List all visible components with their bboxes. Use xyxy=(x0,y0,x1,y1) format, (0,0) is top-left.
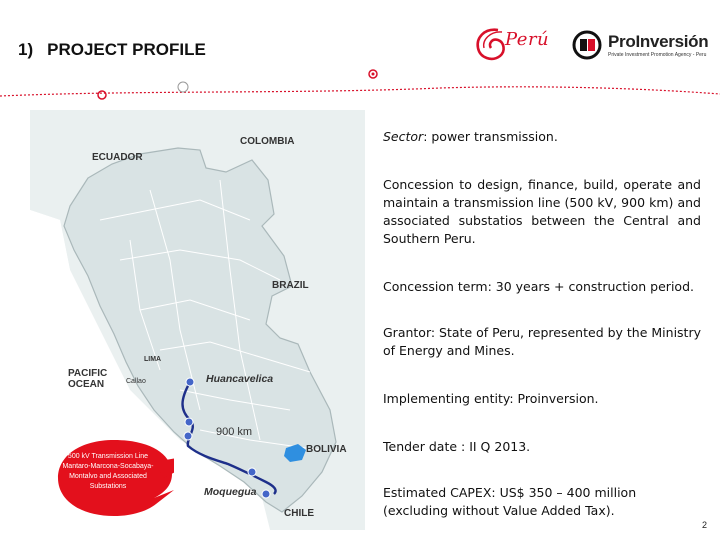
section-number: 1) xyxy=(18,40,34,59)
map-label-bolivia: BOLIVIA xyxy=(306,444,347,455)
page-title xyxy=(18,40,206,60)
callout-text: 500 kV Transmission Line Mantaro-Marcona-Socabaya-Montalvo and Associated Substations xyxy=(62,453,154,490)
map-label-huancavelica: Huancavelica xyxy=(206,373,274,385)
peru-logo-wordmark: Perú xyxy=(505,29,550,50)
map-label-moquegua: Moquegua xyxy=(204,486,257,498)
proinversion-logo-wordmark: ProInversión xyxy=(608,32,709,51)
proinversion-logo-mark xyxy=(570,30,604,60)
map-label-distance: 900 km xyxy=(216,426,253,438)
concession-paragraph: Concession to design, finance, build, operate and maintain a transmission line (500 kV, 900 km) and associated substatios between the Central and Southern Peru. xyxy=(383,177,701,246)
map-label-lima: LIMA xyxy=(144,356,162,363)
implementing-entity-paragraph: Implementing entity: Proinversion. xyxy=(383,391,599,406)
map-label-brazil: BRAZIL xyxy=(272,280,309,291)
tender-date-paragraph: Tender date : II Q 2013. xyxy=(383,439,531,454)
sector-label: Sector xyxy=(383,129,424,144)
map-label-colombia: COLOMBIA xyxy=(240,136,295,147)
sector-paragraph xyxy=(383,128,701,146)
proinversion-logo-subtitle: Private Investment Promotion Agency - Peru xyxy=(608,52,707,58)
map-label-chile: CHILE xyxy=(284,508,314,519)
map-label-pacific-ocean: PACIFIC OCEAN xyxy=(68,368,108,390)
map-label-ecuador: ECUADOR xyxy=(92,152,143,163)
grantor-paragraph: Grantor: State of Peru, represented by the Ministry of Energy and Mines. xyxy=(383,325,701,358)
concession-term-paragraph: Concession term: 30 years + construction period. xyxy=(383,279,694,294)
map-label-callao: Callao xyxy=(126,378,146,385)
sector-value: : power transmission. xyxy=(423,129,558,144)
section-title: PROJECT PROFILE xyxy=(47,40,206,59)
header-swoosh-decoration xyxy=(0,60,720,110)
capex-paragraph: Estimated CAPEX: US$ 350 – 400 million (excluding without Value Added Tax). xyxy=(383,485,637,518)
page-number: 2 xyxy=(702,520,708,530)
